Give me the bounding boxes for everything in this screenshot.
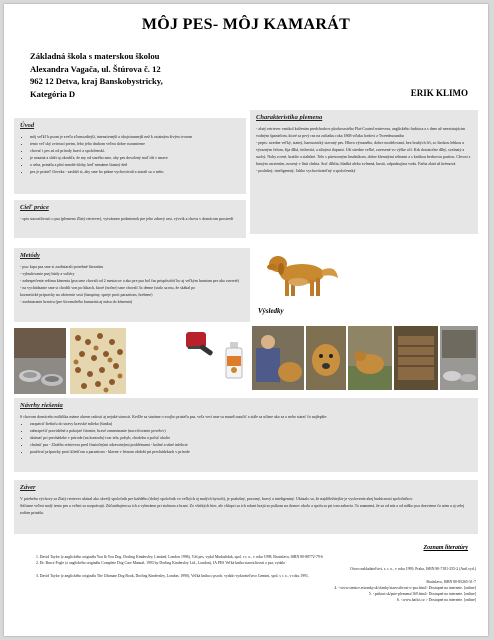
ciel-heading: Cieľ práce (20, 204, 49, 211)
navrhy-heading: Návrhy riešenia (20, 402, 63, 409)
zaver-panel (14, 480, 478, 534)
list-item: kozmetické prípravky na ošetrenie srsti (šampóny, spreje proti parazitom, hrebene) (20, 292, 153, 297)
list-item: • je smutná a slúži aj okruhľa, že my od starého sme, aby pes dovolený maľ tŕň v tmave (30, 154, 240, 161)
poster-title: MÔJ PES- MÔJ KAMARÁT (141, 16, 351, 33)
school-line-3: 962 12 Detva, kraj Banskobystricky, (30, 76, 163, 86)
school-info (30, 50, 163, 100)
dog-garden-illustration (348, 326, 392, 390)
navrhy-list (20, 420, 472, 455)
golden-retriever-photo (258, 244, 342, 302)
navrhy-intro: S chovom domáceho miláčika máme okrem radosti aj nejaké starosti. Keďže sa staráme o svojho priateľa psa, veľa vecí sme sa museli naučiť a stále sa učíme ako sa o neho starať čo najlepšie: (20, 414, 328, 419)
list-item: • pes je priateľ človeka - zaslúži si, aby sme ho pekne vychovávali a starali sa o neho (30, 168, 240, 175)
references-list (36, 554, 476, 604)
list-item: - zaobstaranie krmiva (pre štvornohého kamaráta aj mäsa do kŕmenia) (20, 299, 133, 304)
uvod-list (20, 133, 240, 175)
zaver-text-2: Súčasne veľmi malý tento pes a veľmi sa rozprávajú. Zúčastňujem sa ich a vyberáme pri stolnom a hraní. Zo všetkých hier, ale chlapci sa ich rokmi hrajú zo psíkom na domov okolo a spolu sa pri tom zabavia. To znamená, že sa od nás a od nášho psa dozvieme čo nám a aj celej rodine prináša. (20, 503, 465, 515)
dog-bowls-photo (14, 328, 66, 394)
kibble-illustration (70, 328, 126, 394)
list-item: • zabezpečiť pravidelné a pokojné čistenie, hravé zamestnanie (nacvičovanie povelov) (30, 427, 472, 434)
boy-with-dog-illustration (252, 326, 304, 390)
list-item: • chovať i pes sú od prírody hraví a spoločenskí. (30, 147, 240, 154)
result-photo-3 (348, 326, 392, 390)
feeding-bowls-illustration (440, 326, 478, 390)
uvod-heading: Úvod (20, 122, 35, 129)
uvod-panel (14, 118, 246, 194)
zaver-heading: Záver (20, 484, 36, 491)
shampoo-bottle-photo (222, 340, 246, 380)
result-photo-2 (306, 326, 346, 390)
vysledky-heading: Výsledky (258, 307, 284, 315)
ciel-panel (14, 200, 246, 238)
metody-heading: Metódy (20, 252, 40, 259)
school-line-4: Kategória D (30, 88, 76, 99)
list-item: • chrániť psa - Zlatého retrievera pred čiastočnými zdravotnými problémami - kožné a ušné infekcie (30, 441, 472, 448)
charakteristika-heading: Charakteristika plemena (256, 114, 323, 121)
list-item: • o seba, prináša a plní mnohé úlohy, keď nemáme štastný deň (30, 161, 240, 168)
list-item: - zabezpečenie režimu kŕmenia (psa sme chovali od 2 mesiacov a ako pre psa bol čas prispôsobiť ho aj veľkým hraniam pes ako zavreté) (20, 278, 239, 283)
charakteristika-text-1: - zlatý retriever vznikol krížením predchodcov plochosrstého Flat-Coated retrievera, anglického farbiaca a s dnes už neexistujúcim vodným španielom, ktoré sa prvý raz na začiatku roka 1868 vďaka lordovi z Tweedmounthu (256, 126, 466, 138)
grooming-brush-photo (180, 328, 220, 364)
reference-item: 4. <www.stenice.estranky.sk/clanky/starostlivost-o-psa.html> Dostupné na internete. [online] (334, 586, 476, 591)
dog-illustration (258, 244, 342, 302)
list-item: • používať prípravky proti kliešťom a parazitom - hlavne v letnom období pri prechádzkach v prírode (30, 448, 472, 455)
author-name: ERIK KLIMO (410, 88, 468, 98)
kennel-illustration (394, 326, 438, 390)
reference-item: 5. <psikuri.sk/psie-plemena/169.html> Dostupné na internete. [online] (368, 592, 476, 597)
poster (4, 4, 488, 636)
reference-item: 1. David Taylor (z anglického originálu You & You Dog. Dorling Kindersley, Limited, London 1996), Váš pes, vydal Mudaslidak, spol. s r. o., v roku 1998, Bratislava, ISBN 80-88772-79-6 (36, 555, 323, 559)
list-item: - na vychádzanie sme si chodili von po lúkach, ktoré (nočne) sme chovali 3x denne (stalo sa mu, že skákal po (20, 285, 196, 290)
dog-food-photo (70, 328, 126, 394)
school-line-2: Alexandra Vagača, ul. Štúrova č. 12 (30, 63, 161, 74)
list-item: • skúmať pri prechádzke v prírode (na kontrolu) tvar tela, pohyb, chodzbu a počuť okolie (30, 434, 472, 441)
metody-panel (14, 248, 250, 322)
result-photo-4 (394, 326, 438, 390)
reference-item: 2. Dr. Bruce Fogle (z anglického originálu Complete Dog Care Manual, 1993 by Dorling Kindersley Ltd., London), JA PES Veľká kniha starostlivosti o psa, vydalo (36, 561, 286, 566)
charakteristika-text-3: - poslušný, inteligentný, ľahko vychovávateľný a spoločenský (256, 168, 356, 173)
reference-item: 6. <www.hafici.cz > Dostupné na internete. [online] (396, 598, 476, 603)
list-item: - vybudovanie psej búdy a voliéry (20, 271, 75, 276)
brush-illustration (180, 328, 220, 364)
reference-item: 3. David Taylor (z anglického originálu The Ultimate Dog Book, Dorling Kindersley, London, 1990), Veľká kniha o psoch, vydalo vydavateľstvo Gemini, spol. s r. o., v roku 1991, (36, 573, 309, 578)
navrhy-panel (14, 398, 478, 472)
ciel-text: - opis starostlivosti o psa (plemeno Zlatý retriever), vytvárame podmienok pre jeho zdravý rast, výcvik a chovu v domácom prostredí (20, 216, 234, 221)
bowls-illustration (14, 328, 66, 394)
reference-item: Bratislava, ISBN 80-85265-31-7 (426, 579, 476, 584)
list-item: - psa: krpa psa sme si zaobstarali potrebné literatúru (20, 264, 104, 269)
zaver-text-1: V priebehu výchovy sa Zlatý retriever ukázal ako skvelý spoločník pre každého (dobrý spoločník vo veľkých aj malých bytoch), je poslušný, pozorný, hravý a inteligentný. Ukázalo sa, že najdôležitejšie je vyslovenie akej budúcnosti spoločníkov. (20, 496, 414, 501)
list-item: • môj veľkľ k psom je zveľa zľomozdiejší, intenzívnejší a obojstrannejší než k ostatným živým tvorom (30, 133, 240, 140)
result-photo-1 (252, 326, 304, 390)
result-photo-5 (440, 326, 478, 390)
charakteristika-text-2: - pepis: stredne veľký, statný, harmonický stavaný pes. Hlava výrazného, dobre modelovaná, bez hrubých čŕt, so širokou lebkou a výrazným čelom, šija dlhá, tiežuvitá, a silnými tlapami. Uši stredne veľké, zavesené vo výške očí. Krk dostatočne dlhý, svalnatý a suchý. Nohy rovné, kratšie a stabilné. Telo s priestorným hrudníkom, dobre klenutými rebrami a s krátkou bedrovou partiou. Chvost s hustým osrstením, nosený v línii chrbta. Srsť dlhšia, hladká alebo zvlnená, hustá, odpudzujúca vodu. Farba zlatá až krémová. (256, 140, 471, 166)
list-item: • zaopatriť šteňaťu do stravy kravské mlieko (šunku) (30, 420, 472, 427)
bottle-illustration (222, 340, 246, 380)
charakteristika-panel (250, 110, 478, 234)
references-heading: Zoznam literatúry (423, 545, 468, 551)
reference-item: Otovo nakladateľstvi, s. r. o., v roku 1999, Praha, ISBN 80-7181-255-2 (Antl.vyd.) (350, 567, 476, 572)
school-line-1: Základná škola s materskou školou (30, 51, 160, 61)
list-item: • tento veľ ský zvierací pretm, lebo jeho druhom veľmi dobre rozumieme (30, 140, 240, 147)
dog-face-illustration (306, 326, 346, 390)
